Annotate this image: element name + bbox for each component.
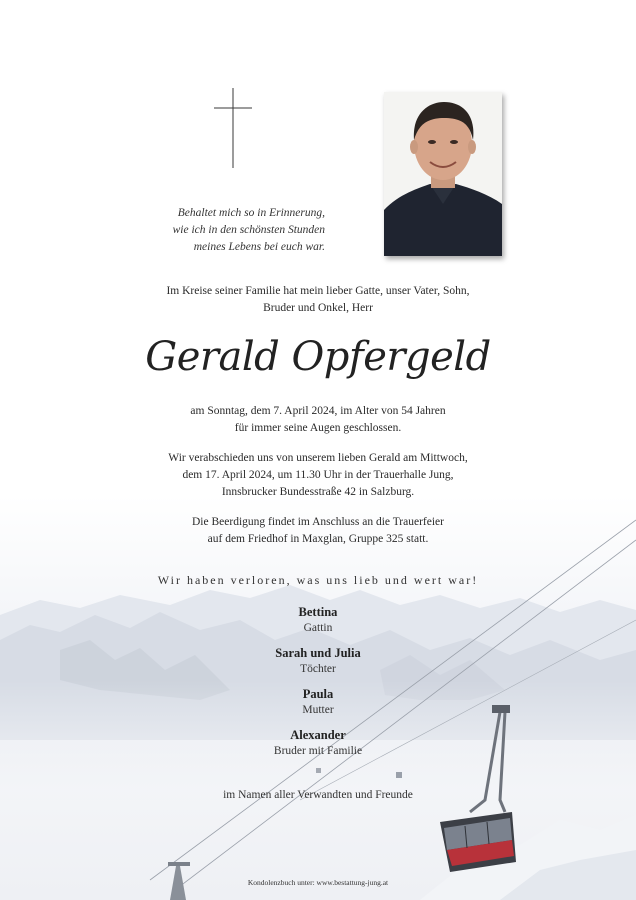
- verse-line: meines Lebens bei euch war.: [193, 241, 325, 253]
- mourner-relation: Töchter: [300, 663, 336, 675]
- farewell-line: Wir verabschieden uns von unserem lieben Gerald am Mittwoch,: [168, 452, 468, 464]
- mourner-name: Bettina: [298, 605, 338, 619]
- mourner-entry: [160, 686, 476, 718]
- deceased-name: Gerald Opfergeld: [145, 334, 491, 380]
- cross-icon: [214, 88, 252, 168]
- farewell-line: dem 17. April 2024, um 11.30 Uhr in der Trauerhalle Jung,: [182, 469, 454, 481]
- burial-info: [60, 514, 576, 548]
- intro-line: Bruder und Onkel, Herr: [263, 302, 373, 314]
- burial-line: auf dem Friedhof in Maxglan, Gruppe 325 statt.: [207, 533, 429, 545]
- verse-line: wie ich in den schönsten Stunden: [172, 224, 325, 236]
- death-notice-line: für immer seine Augen geschlossen.: [234, 422, 402, 434]
- mourner-name: Alexander: [290, 728, 346, 742]
- intro-text: [100, 283, 536, 317]
- condolence-link[interactable]: Kondolenzbuch unter: www.bestattung-jung.at: [247, 878, 389, 887]
- farewell-line: Innsbrucker Bundesstraße 42 in Salzburg.: [221, 486, 415, 498]
- mourner-entry: [160, 645, 476, 677]
- farewell-info: [60, 450, 576, 501]
- mourner-name: Sarah und Julia: [275, 646, 361, 660]
- intro-line: Im Kreise seiner Familie hat mein lieber Gatte, unser Vater, Sohn,: [166, 285, 470, 297]
- mourner-relation: Bruder mit Familie: [273, 745, 363, 757]
- portrait-photo: [384, 92, 502, 256]
- death-notice: [60, 403, 576, 437]
- mourning-motto: Wir haben verloren, was uns lieb und wert war!: [157, 573, 479, 587]
- mourner-entry: [160, 727, 476, 759]
- death-notice-line: am Sonntag, dem 7. April 2024, im Alter von 54 Jahren: [190, 405, 446, 417]
- mourner-name: Paula: [302, 687, 334, 701]
- mourner-relation: Mutter: [302, 704, 334, 716]
- burial-line: Die Beerdigung findet im Anschluss an die Trauerfeier: [192, 516, 444, 528]
- verse-line: Behaltet mich so in Erinnerung,: [177, 207, 325, 219]
- mourner-entry: [160, 604, 476, 636]
- memorial-verse: [120, 205, 325, 256]
- closing-text: im Namen aller Verwandten und Freunde: [223, 789, 413, 801]
- mourner-relation: Gattin: [303, 622, 333, 634]
